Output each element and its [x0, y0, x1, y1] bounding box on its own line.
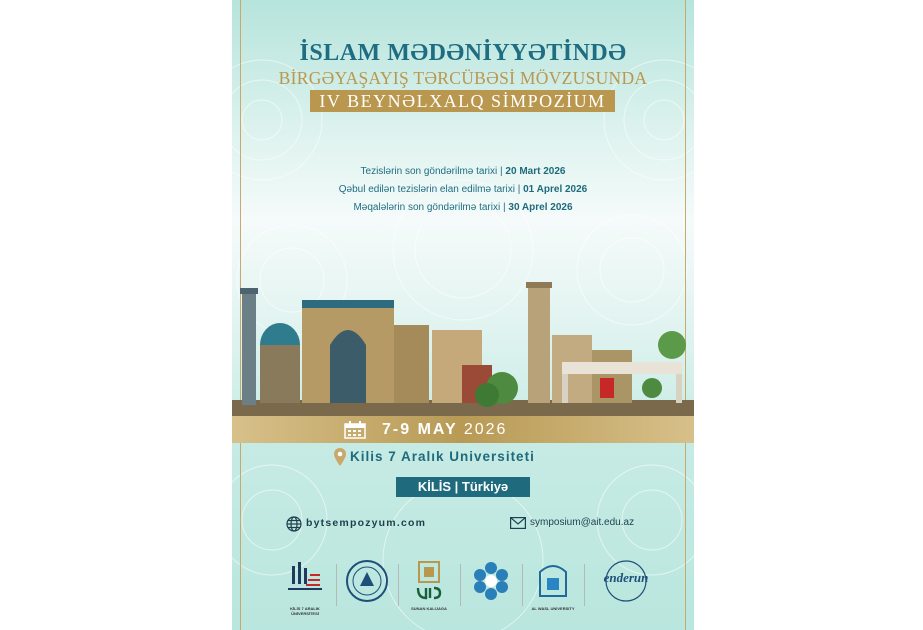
city-badge: KİLİS | Türkiyə	[396, 477, 530, 497]
event-dates	[382, 416, 507, 443]
kilis-university-logo	[282, 558, 328, 616]
location-pin-icon	[334, 448, 346, 466]
deadlines-list	[232, 163, 694, 217]
deadline-row: Məqalələrin son göndərilmə tarixi | 30 Aprel 2026	[353, 202, 573, 213]
sunan-kalijaga-logo	[406, 558, 452, 612]
deadline-label: Qəbul edilən tezislərin elan edilmə tarixi	[338, 184, 515, 195]
logo-caption: KİLİS 7 ARALIK ÜNİVERSİTESİ	[290, 606, 320, 616]
deadline-row: Qəbul edilən tezislərin elan edilmə tarixi | 01 Aprel 2026	[338, 184, 588, 195]
deadline-label: Məqalələrin son göndərilmə tarixi	[353, 202, 501, 213]
symposium-poster	[232, 0, 694, 630]
deadline-date: 20 Mart 2026	[505, 166, 566, 177]
logo-divider	[398, 564, 399, 606]
website-link[interactable]: bytsempozyum.com	[306, 517, 427, 529]
ornament-foundation-logo	[468, 558, 514, 612]
event-date-band	[232, 416, 694, 443]
enderun-wordmark: enderun	[603, 570, 649, 585]
event-dates-days: 7-9 MAY	[382, 421, 458, 438]
logo-divider	[584, 564, 585, 606]
logo-divider	[460, 564, 461, 606]
deadline-date: 01 Aprel 2026	[523, 184, 588, 195]
enderun-logo	[594, 558, 658, 612]
title-line-1: İSLAM MƏDƏNİYYƏTİNDƏ	[299, 40, 627, 66]
logo-caption: AL WASL UNIVERSITY	[531, 606, 575, 611]
country-name: Türkiyə	[461, 479, 509, 494]
architecture-collage	[232, 270, 694, 418]
title-line-3: IV BEYNƏLXALQ SİMPOZİUM	[310, 90, 615, 112]
event-dates-year: 2026	[463, 421, 508, 438]
mail-icon	[510, 517, 526, 529]
azerbaijan-institute-logo	[344, 558, 390, 612]
logo-divider	[522, 564, 523, 606]
globe-icon	[286, 516, 302, 532]
city-name: KİLİS	[417, 479, 452, 494]
partner-logos	[282, 558, 664, 614]
deadline-date: 30 Aprel 2026	[508, 202, 573, 213]
deadline-row: Tezislərin son göndərilmə tarixi | 20 Mart 2026	[360, 166, 566, 177]
deadline-label: Tezislərin son göndərilmə tarixi	[360, 166, 498, 177]
title-line-2: BİRGƏYAŞAYIŞ TƏRCÜBƏSİ MÖVZUSUNDA	[278, 68, 648, 88]
logo-divider	[336, 564, 337, 606]
al-wasl-university-logo	[530, 558, 576, 612]
email-link[interactable]: symposium@ait.edu.az	[530, 517, 635, 528]
logo-caption: SUNAN KALIJAGA	[411, 606, 447, 611]
venue-name: Kilis 7 Aralık Universiteti	[350, 449, 535, 464]
calendar-icon	[344, 421, 366, 439]
